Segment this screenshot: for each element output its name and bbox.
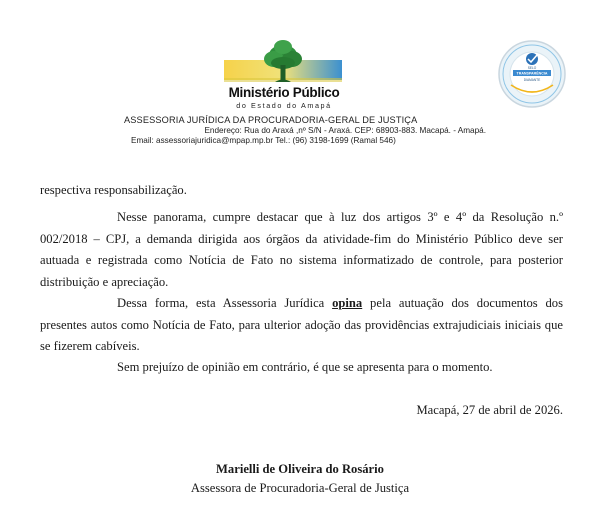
paragraph-opinion: [40, 293, 563, 358]
seal-label-bottom: DIAMANTE: [523, 78, 541, 82]
transparency-seal-icon: [497, 39, 567, 109]
opinion-emphasis: opina: [332, 296, 363, 310]
header-address: Endereço: Rua do Araxá ,nº S/N - Araxá. CEP: 68903-883. Macapá. - Amapá.: [204, 126, 486, 135]
signatory-name: Marielli de Oliveira do Rosário: [216, 462, 384, 476]
opinion-text-start: Dessa forma, esta Assessoria Jurídica: [117, 296, 333, 310]
paragraph-continuation: respectiva responsabilização.: [40, 183, 187, 197]
header-contact: Email: assessoriajuridica@mpap.mp.br Tel.: (96) 3198-1699 (Ramal 546): [131, 136, 396, 145]
signatory-role: Assessora de Procuradoria-Geral de Justiça: [190, 481, 410, 495]
opinion-text-end: pela autuação dos documentos dos presentes autos como Notícia de Fato, para ulterior adoção das providências extrajudiciais iniciais que se fizerem cabíveis.: [40, 296, 563, 353]
paragraph-resolution: Nesse panorama, cumpre destacar que à luz dos artigos 3º e 4º da Resolução n.º 002/2018 – CPJ, a demanda dirigida aos órgãos da atividade-fim do Ministério Público deve ser autuada e registrada como Notícia de Fato no sistema informatizado de controle, para posterior distribuição e apreciação.: [40, 210, 563, 289]
seal-label-top: SELO: [527, 66, 537, 70]
org-subtitle: do Estado do Amapá: [236, 101, 332, 110]
paragraph-closing-remark: Sem prejuízo de opinião em contrário, é que se apresenta para o momento.: [117, 360, 493, 374]
seal-label-mid: TRANSPARÊNCIA: [516, 71, 548, 76]
org-name: Ministério Público: [228, 85, 340, 100]
place-and-date: Macapá, 27 de abril de 2026.: [416, 403, 563, 417]
header-title: ASSESSORIA JURÍDICA DA PROCURADORIA-GERAL DE JUSTIÇA: [124, 115, 418, 125]
